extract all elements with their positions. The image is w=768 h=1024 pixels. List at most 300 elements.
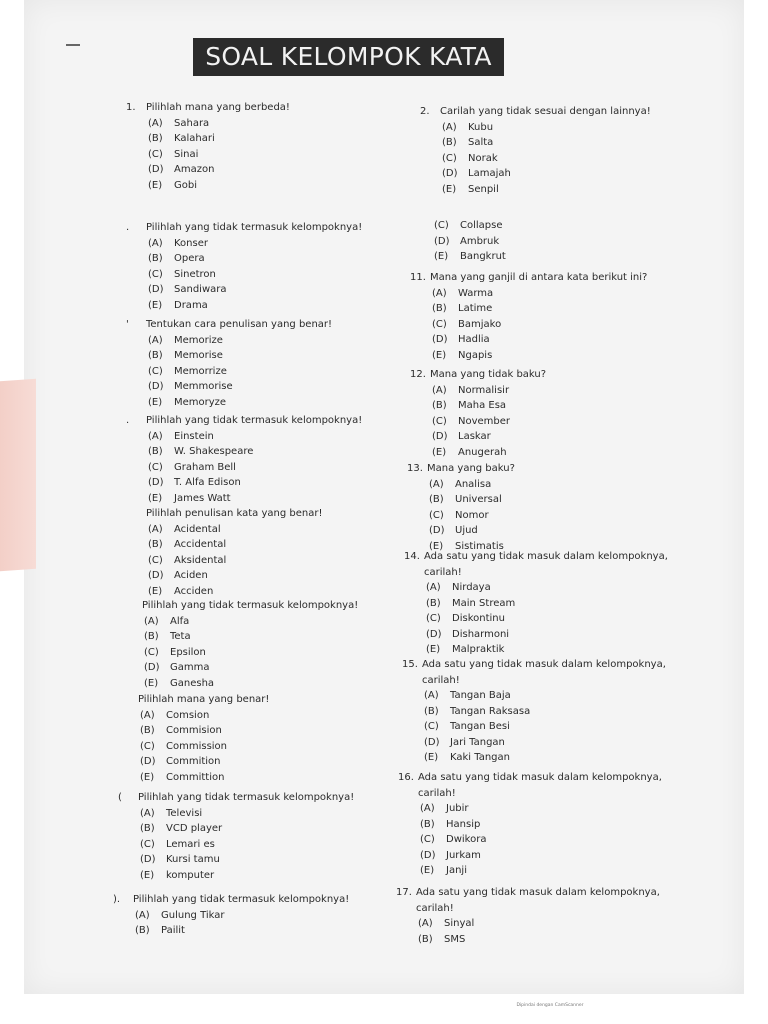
option-label: (D) (429, 525, 445, 536)
question-number: ( (118, 792, 122, 803)
question-right-9 (396, 885, 696, 947)
option-text: Tangan Raksasa (450, 705, 531, 717)
option-text: Disharmoni (452, 628, 510, 640)
option-label: (B) (135, 925, 150, 936)
question-number: 17. (396, 887, 412, 898)
option-text: Comsion (166, 709, 210, 721)
option-text: Gamma (170, 662, 210, 673)
option-label: (B) (140, 823, 155, 834)
option-text: November (458, 415, 511, 427)
option-item (424, 688, 702, 704)
question-right-3 (410, 270, 710, 363)
option-label: (B) (148, 539, 163, 550)
option-item (432, 348, 710, 364)
option-text: Diskontinu (452, 613, 505, 624)
options-list (126, 116, 290, 194)
scanner-footer: Dipindai dengan CamScanner (516, 1003, 584, 1008)
question-stem (126, 506, 322, 522)
option-text: Aksidental (174, 554, 227, 566)
option-label: (E) (424, 752, 439, 763)
option-item (148, 333, 332, 349)
options-list (404, 580, 704, 658)
option-item (148, 429, 362, 445)
option-text: Tangan Besi (450, 721, 510, 732)
question-number (126, 506, 146, 522)
option-text: Graham Bell (174, 461, 236, 473)
question-text: Pilihlah penulisan kata yang benar! (146, 508, 323, 519)
option-text: Aciden (174, 570, 208, 581)
option-label: (D) (434, 235, 450, 247)
option-item (418, 932, 696, 948)
option-text: Einstein (174, 430, 214, 442)
option-label: (E) (140, 771, 155, 783)
option-text: komputer (166, 869, 215, 881)
option-label: (C) (426, 613, 441, 624)
pink-paper-edge (0, 379, 36, 572)
option-item (420, 832, 698, 848)
option-label: (E) (148, 492, 163, 504)
option-item (426, 580, 704, 596)
option-item (424, 704, 702, 720)
option-text: Commission (166, 740, 228, 752)
option-item (144, 614, 358, 630)
question-right-8 (398, 770, 698, 879)
option-text: T. Alfa Edison (174, 477, 241, 488)
option-label: (E) (432, 446, 447, 458)
option-text: Commision (166, 725, 222, 736)
question-stem (118, 692, 269, 708)
option-text: Main Stream (452, 597, 516, 609)
option-text: Janji (446, 865, 467, 876)
question-number: 12. (410, 369, 426, 380)
question-stem (396, 885, 696, 916)
option-text: Jari Tangan (450, 736, 505, 748)
option-item (144, 629, 358, 645)
option-text: Jubir (446, 803, 469, 814)
option-label: (E) (144, 677, 159, 689)
option-label: (A) (140, 709, 155, 721)
option-label: (E) (140, 869, 155, 881)
option-item (140, 852, 354, 868)
option-label: (C) (140, 740, 155, 752)
option-item (426, 611, 704, 627)
option-item (148, 131, 290, 147)
option-label: (C) (144, 646, 159, 658)
option-text: Senpil (468, 183, 499, 195)
option-text: Salta (468, 137, 494, 148)
option-item (148, 568, 322, 584)
option-label: (D) (432, 334, 448, 345)
option-item (442, 120, 720, 136)
option-text: Konser (174, 237, 208, 249)
option-item (148, 116, 290, 132)
option-item (432, 317, 710, 333)
question-text: Ada satu yang tidak masuk dalam kelompoknya, carilah! (422, 659, 666, 686)
question-stem (404, 549, 704, 580)
question-text: Mana yang baku? (427, 463, 515, 474)
question-text: Ada satu yang tidak masuk dalam kelompoknya, carilah! (424, 551, 668, 578)
option-label: (C) (148, 365, 163, 377)
option-label: (A) (432, 384, 447, 396)
option-item (420, 848, 698, 864)
options-list (407, 477, 707, 555)
option-label: (B) (442, 137, 457, 148)
option-label: (C) (148, 268, 163, 280)
option-item (432, 398, 710, 414)
option-label: (B) (432, 303, 447, 314)
option-item (429, 477, 707, 493)
option-label: (C) (434, 220, 449, 231)
question-stem (410, 367, 710, 383)
option-item (429, 508, 707, 524)
question-number (118, 692, 138, 708)
option-item (442, 151, 720, 167)
option-label: (B) (418, 933, 433, 945)
option-text: Memorize (174, 334, 223, 346)
option-label: (B) (148, 350, 163, 361)
question-text: Tentukan cara penulisan yang benar! (146, 319, 333, 330)
option-label: (D) (148, 284, 164, 295)
option-item (148, 444, 362, 460)
option-label: (C) (148, 554, 163, 566)
option-label: (D) (148, 381, 164, 392)
question-right-2 (412, 218, 506, 265)
option-label: (C) (442, 152, 457, 164)
option-item (442, 166, 720, 182)
option-text: Ujud (455, 525, 478, 536)
option-label: (A) (426, 582, 441, 593)
option-text: Kalahari (174, 133, 215, 144)
bottom-margin (0, 994, 768, 1024)
option-label: (C) (148, 148, 163, 160)
option-label: (E) (148, 585, 163, 597)
option-text: Sandiwara (174, 284, 227, 295)
option-item (140, 868, 354, 884)
option-item (140, 754, 269, 770)
option-text: Bangkrut (460, 251, 506, 262)
options-list (402, 688, 702, 766)
option-text: Sahara (174, 117, 210, 129)
option-item (148, 298, 362, 314)
option-item (135, 908, 349, 924)
question-stem (118, 790, 354, 806)
option-label: (A) (148, 237, 163, 249)
option-label: (E) (426, 644, 441, 655)
option-item (144, 645, 358, 661)
option-label: (A) (432, 287, 447, 299)
option-label: (A) (429, 478, 444, 490)
question-text: Ada satu yang tidak masuk dalam kelompoknya, carilah! (416, 887, 660, 914)
option-label: (B) (148, 446, 163, 457)
option-item (148, 460, 362, 476)
option-item (135, 923, 349, 939)
option-item (420, 801, 698, 817)
option-label: (C) (424, 721, 439, 732)
option-label: (A) (420, 803, 435, 814)
question-stem (402, 657, 702, 688)
option-item (148, 147, 290, 163)
question-right-4 (410, 367, 710, 460)
option-label: (A) (148, 523, 163, 535)
option-item (140, 708, 269, 724)
question-number: . (126, 415, 130, 426)
option-item (432, 301, 710, 317)
option-text: Maha Esa (458, 400, 507, 411)
option-label: (C) (420, 834, 435, 845)
option-label: (D) (432, 431, 448, 442)
option-text: Normalisir (458, 384, 510, 396)
question-text: Pilihlah yang tidak termasuk kelompoknya! (146, 222, 363, 233)
question-left-8 (118, 790, 354, 883)
option-label: (A) (148, 117, 163, 129)
option-label: (B) (426, 597, 441, 609)
option-item (432, 429, 710, 445)
option-text: Tangan Baja (450, 690, 511, 701)
option-text: Sinai (174, 148, 199, 160)
question-text: Ada satu yang tidak masuk dalam kelompoknya, carilah! (418, 772, 662, 799)
option-label: (E) (432, 349, 447, 361)
question-number: 14. (404, 551, 420, 562)
question-right-7 (402, 657, 702, 766)
option-label: (D) (426, 628, 442, 640)
options-list (126, 522, 322, 600)
question-left-4 (126, 413, 362, 506)
option-label: (B) (420, 818, 435, 830)
question-number: 11. (410, 272, 426, 283)
question-left-9 (113, 892, 349, 939)
option-label: (A) (418, 918, 433, 929)
option-text: Teta (170, 631, 191, 642)
question-stem (420, 104, 720, 120)
question-number: 15. (402, 659, 418, 670)
option-item (429, 523, 707, 539)
option-text: Pailit (161, 925, 185, 936)
option-text: W. Shakespeare (174, 446, 254, 457)
option-text: James Watt (174, 492, 231, 504)
question-right-5 (407, 461, 707, 554)
option-item (148, 236, 362, 252)
option-text: Memorrize (174, 365, 227, 377)
option-label: (D) (148, 164, 164, 175)
option-text: Warma (458, 287, 494, 299)
question-stem (410, 270, 710, 286)
option-item (148, 282, 362, 298)
question-text: Pilihlah yang tidak termasuk kelompoknya! (133, 894, 350, 905)
option-label: (D) (420, 849, 436, 861)
option-text: Malpraktik (452, 644, 505, 655)
option-text: Memorise (174, 350, 223, 361)
option-text: Universal (455, 494, 502, 505)
option-text: Ngapis (458, 349, 493, 361)
options-list (412, 218, 506, 265)
option-item (148, 491, 362, 507)
option-text: Kursi tamu (166, 854, 220, 865)
question-text: Mana yang tidak baku? (430, 369, 547, 380)
option-label: (D) (442, 168, 458, 179)
question-right-1 (420, 104, 720, 197)
question-number (122, 598, 142, 614)
option-label: (D) (140, 854, 156, 865)
option-item (432, 445, 710, 461)
question-number: ' (126, 319, 129, 330)
option-label: (B) (432, 400, 447, 411)
option-label: (E) (429, 540, 444, 552)
option-label: (B) (140, 725, 155, 736)
options-list (126, 236, 362, 314)
option-label: (B) (429, 494, 444, 505)
option-text: Alfa (170, 615, 190, 627)
question-left-5 (126, 506, 322, 599)
question-stem (126, 100, 290, 116)
option-item (434, 218, 506, 234)
question-number: ). (113, 894, 121, 905)
options-list (126, 429, 362, 507)
option-item (140, 739, 269, 755)
question-number: 1. (126, 102, 136, 113)
options-list (122, 614, 358, 692)
option-text: Ambruk (460, 235, 500, 247)
option-item (140, 770, 269, 786)
option-label: (E) (420, 865, 435, 876)
options-list (396, 916, 696, 947)
option-text: Epsilon (170, 646, 206, 658)
option-text: Amazon (174, 164, 215, 175)
option-item (144, 660, 358, 676)
question-left-3 (126, 317, 332, 410)
options-list (410, 383, 710, 461)
option-item (148, 162, 290, 178)
option-text: Bamjako (458, 318, 502, 330)
option-label: (C) (432, 318, 447, 330)
option-text: Memoryze (174, 396, 227, 408)
option-text: Acciden (174, 585, 214, 597)
option-text: Commition (166, 756, 221, 767)
option-text: Hansip (446, 818, 481, 830)
option-label: (D) (148, 570, 164, 581)
option-item (144, 676, 358, 692)
question-left-6 (122, 598, 358, 691)
option-label: (B) (424, 705, 439, 717)
option-label: (C) (429, 509, 444, 521)
option-item (148, 537, 322, 553)
option-label: (A) (144, 615, 159, 627)
option-text: Committion (166, 771, 225, 783)
option-item (148, 364, 332, 380)
option-item (442, 182, 720, 198)
page-title: SOAL KELOMPOK KATA (193, 38, 504, 76)
option-item (140, 723, 269, 739)
question-left-2 (126, 220, 362, 313)
option-text: Dwikora (446, 834, 487, 845)
option-item (420, 863, 698, 879)
option-item (426, 627, 704, 643)
option-label: (A) (140, 807, 155, 819)
option-label: (D) (148, 477, 164, 488)
option-label: (A) (148, 334, 163, 346)
option-text: Sinyal (444, 918, 475, 929)
option-text: VCD player (166, 823, 223, 834)
option-item (434, 249, 506, 265)
option-text: Drama (174, 299, 208, 311)
question-text: Pilihlah mana yang berbeda! (146, 102, 290, 113)
option-item (424, 735, 702, 751)
option-item (442, 135, 720, 151)
option-item (140, 821, 354, 837)
option-item (432, 332, 710, 348)
option-item (432, 414, 710, 430)
option-text: Ganesha (170, 677, 215, 689)
option-item (424, 719, 702, 735)
option-item (148, 395, 332, 411)
option-label: (E) (148, 396, 163, 408)
question-stem (126, 317, 332, 333)
option-text: Latime (458, 303, 493, 314)
option-text: Analisa (455, 478, 492, 490)
question-stem (407, 461, 707, 477)
option-label: (B) (148, 133, 163, 144)
option-text: Collapse (460, 220, 503, 231)
option-item (140, 837, 354, 853)
option-text: Kubu (468, 121, 494, 133)
option-label: (E) (434, 251, 449, 262)
option-item (434, 234, 506, 250)
option-label: (B) (144, 631, 159, 642)
option-text: Acidental (174, 523, 221, 535)
option-text: Nirdaya (452, 582, 491, 593)
option-text: Sistimatis (455, 540, 504, 552)
option-label: (A) (442, 121, 457, 133)
question-text: Mana yang ganjil di antara kata berikut ini? (430, 272, 648, 283)
question-stem (126, 220, 362, 236)
option-label: (C) (432, 415, 447, 427)
question-right-6 (404, 549, 704, 658)
pen-mark (66, 44, 80, 46)
option-text: Memmorise (174, 381, 233, 392)
option-text: Nomor (455, 509, 489, 521)
option-item (140, 806, 354, 822)
options-list (420, 120, 720, 198)
option-label: (E) (442, 183, 457, 195)
question-number: . (126, 222, 130, 233)
question-number: 2. (420, 106, 430, 117)
option-item (148, 475, 362, 491)
option-item (432, 286, 710, 302)
question-number: 13. (407, 463, 423, 474)
question-stem (398, 770, 698, 801)
option-label: (D) (144, 662, 160, 673)
option-text: Gulung Tikar (161, 909, 225, 921)
option-label: (D) (424, 736, 440, 748)
option-item (148, 553, 322, 569)
option-label: (A) (148, 430, 163, 442)
options-list (118, 708, 269, 786)
question-stem (126, 413, 362, 429)
options-list (410, 286, 710, 364)
question-left-7 (118, 692, 269, 785)
question-number: 16. (398, 772, 414, 783)
option-item (420, 817, 698, 833)
option-text: Gobi (174, 179, 197, 191)
option-label: (C) (148, 461, 163, 473)
option-text: Opera (174, 253, 205, 264)
option-text: Laskar (458, 431, 491, 442)
option-item (432, 383, 710, 399)
option-text: Jurkam (446, 849, 481, 861)
option-item (148, 267, 362, 283)
question-text: Carilah yang tidak sesuai dengan lainnya! (440, 106, 651, 117)
option-label: (A) (135, 909, 150, 921)
option-item (148, 251, 362, 267)
